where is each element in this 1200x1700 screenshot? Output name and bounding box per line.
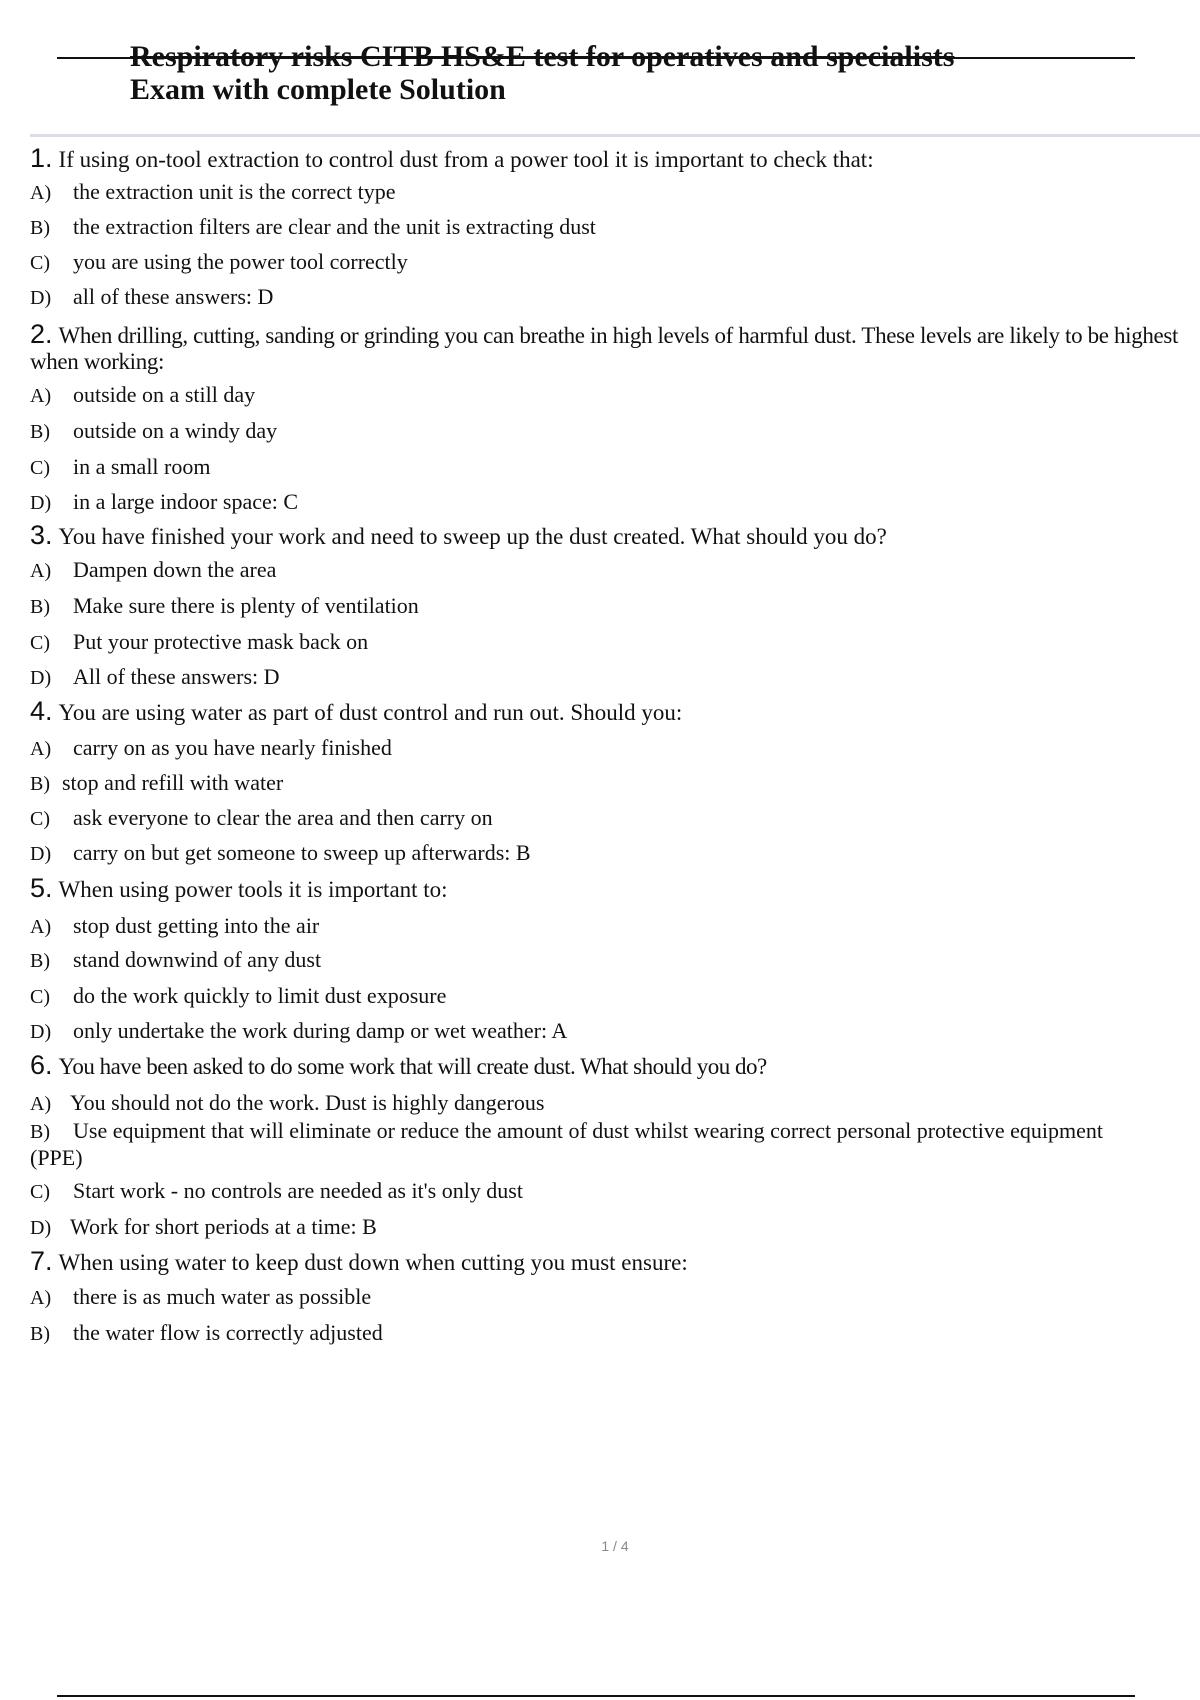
option-c: C) ask everyone to clear the area and then carry on [30,805,493,830]
question-5 [30,875,1190,903]
option-d: D) all of these answers: D [30,284,274,309]
question-text: When drilling, cutting, sanding or grinding you can breathe in high levels of harmful dust. These levels are likely to be highest when working: [30,323,1179,374]
option-text: carry on as you have nearly finished [73,735,392,760]
question-text: You have finished your work and need to sweep up the dust created. What should you do? [58,524,887,549]
option-c: C) Start work - no controls are needed as it's only dust [30,1178,523,1203]
option-b: B) outside on a windy day [30,418,278,443]
option-text: all of these answers: D [73,284,274,309]
option-text: in a small room [73,454,211,479]
page-indicator: 1 / 4 [601,1538,629,1554]
option-text: carry on but get someone to sweep up afterwards: B [73,840,531,865]
question-4 [30,698,1190,726]
option-b: B) Use equipment that will eliminate or reduce the amount of dust whilst wearing correct personal protective equipment (PPE) [30,1118,1104,1170]
question-number: 7. [30,1246,53,1276]
option-a: A) there is as much water as possible [30,1284,372,1309]
option-text: Use equipment that will eliminate or reduce the amount of dust whilst wearing correct personal protective equipment (PPE) [30,1118,1104,1170]
option-text: ask everyone to clear the area and then carry on [73,805,493,830]
title-line-1: Respiratory risks CITB HS&E test for operatives and specialists [130,40,955,73]
option-c: C) do the work quickly to limit dust exposure [30,983,447,1008]
option-b: B) the extraction filters are clear and the unit is extracting dust [30,214,596,239]
option-b: B) stand downwind of any dust [30,947,322,972]
option-a: A) the extraction unit is the correct type [30,179,396,204]
option-text: stop dust getting into the air [73,913,320,938]
question-text: You are using water as part of dust control and run out. Should you: [58,700,683,725]
option-a: A) outside on a still day [30,382,256,407]
footer-rule [57,1695,1135,1697]
option-text: outside on a windy day [73,418,278,443]
option-text: do the work quickly to limit dust exposure [73,983,447,1008]
option-text: only undertake the work during damp or wet weather: A [73,1018,568,1043]
title-separator [30,134,1200,137]
option-text: in a large indoor space: C [73,489,299,514]
option-text: Start work - no controls are needed as it's only dust [73,1178,523,1203]
option-text: Dampen down the area [73,557,277,582]
question-number: 1. [30,143,53,173]
option-a: A) You should not do the work. Dust is highly dangerous [30,1090,545,1115]
option-text: you are using the power tool correctly [73,249,408,274]
question-1 [30,145,1190,173]
option-c: C) Put your protective mask back on [30,629,369,654]
option-text: stop and refill with water [62,770,284,795]
option-text: All of these answers: D [73,664,280,689]
question-text: When using power tools it is important to: [58,877,448,902]
option-text: the extraction unit is the correct type [73,179,396,204]
option-text: You should not do the work. Dust is highly dangerous [70,1090,545,1115]
option-b: B) the water flow is correctly adjusted [30,1320,383,1345]
question-text: When using water to keep dust down when cutting you must ensure: [58,1250,688,1275]
question-text: You have been asked to do some work that will create dust. What should you do? [58,1054,767,1079]
question-2 [30,321,1190,375]
option-b: B) Make sure there is plenty of ventilation [30,593,419,618]
question-text: If using on-tool extraction to control dust from a power tool it is important to check that: [58,147,874,172]
question-7 [30,1248,1190,1276]
option-text: Work for short periods at a time: B [70,1214,377,1239]
option-d: D) All of these answers: D [30,664,280,689]
option-c: C) you are using the power tool correctly [30,249,408,274]
option-text: Make sure there is plenty of ventilation [73,593,419,618]
option-d: D) in a large indoor space: C [30,489,299,514]
option-d: D) carry on but get someone to sweep up afterwards: B [30,840,531,865]
option-text: Put your protective mask back on [73,629,369,654]
question-number: 3. [30,520,53,550]
option-c: C) in a small room [30,454,211,479]
option-text: stand downwind of any dust [73,947,322,972]
option-a: A) Dampen down the area [30,557,277,582]
question-number: 6. [30,1050,53,1080]
option-text: there is as much water as possible [73,1284,372,1309]
question-number: 5. [30,873,53,903]
option-d: D) only undertake the work during damp or wet weather: A [30,1018,568,1043]
question-6 [30,1052,1190,1080]
document-title [130,40,954,106]
question-3 [30,522,1190,550]
question-number: 2. [30,319,53,349]
option-text: the extraction filters are clear and the unit is extracting dust [73,214,596,239]
option-text: outside on a still day [73,382,256,407]
question-number: 4. [30,696,53,726]
title-line-2: Exam with complete Solution [130,73,506,106]
option-text: the water flow is correctly adjusted [73,1320,383,1345]
option-d: D) Work for short periods at a time: B [30,1214,377,1239]
option-a: A) carry on as you have nearly finished [30,735,392,760]
option-b: B) stop and refill with water [30,770,284,795]
option-a: A) stop dust getting into the air [30,913,320,938]
